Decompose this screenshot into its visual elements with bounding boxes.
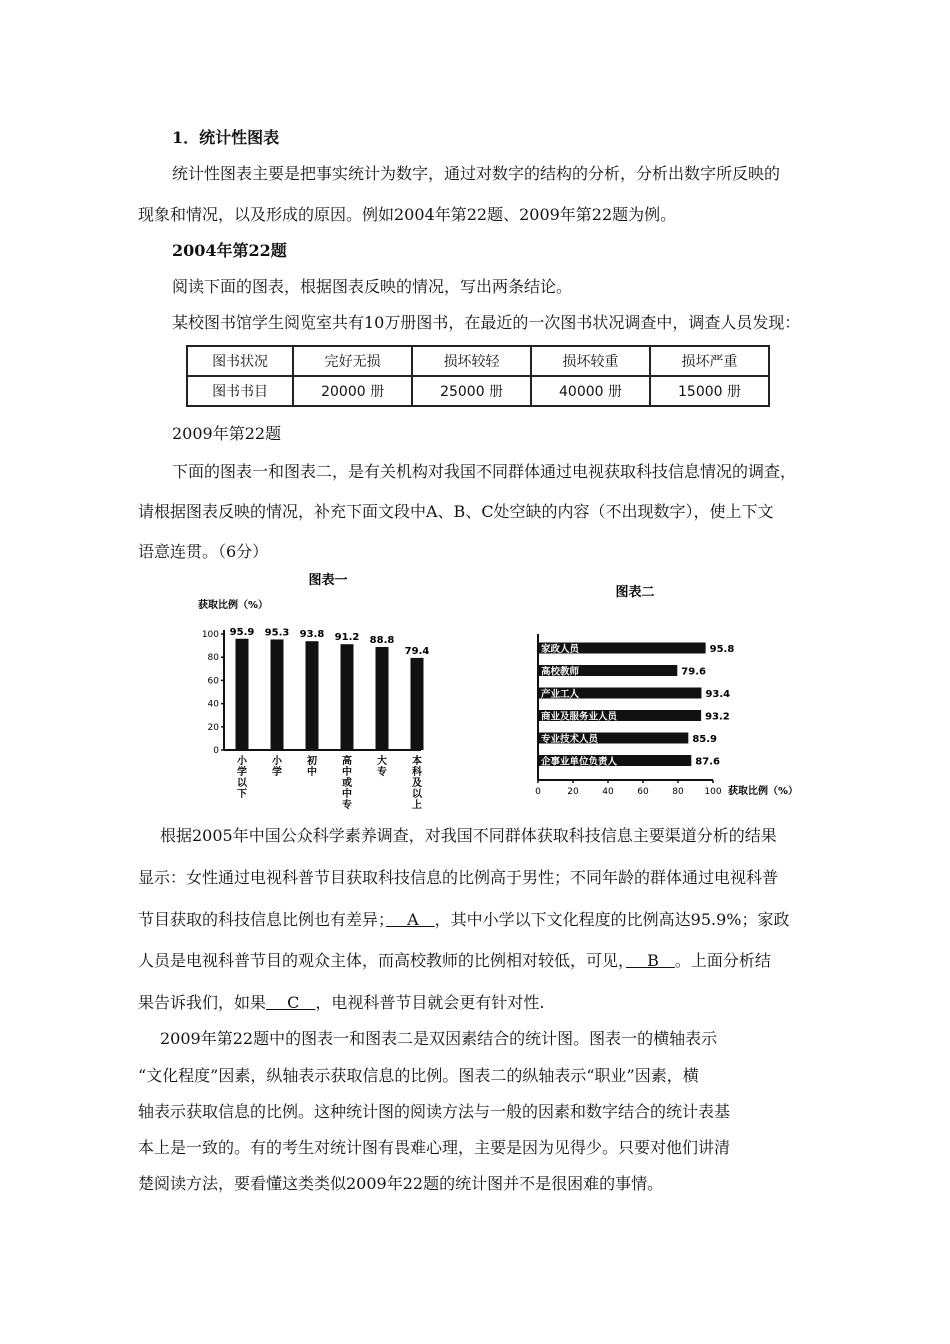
chart1-value-label: 88.8 [369, 634, 395, 646]
table-cell: 完好无损 [293, 346, 412, 376]
table-cell: 图书状况 [187, 346, 293, 376]
q2004-heading: 2004年第22题 [172, 241, 287, 260]
chart2-xtick-label: 40 [602, 787, 614, 797]
intro-line-2: 现象和情况，以及形成的原因。例如2004年第22题、2009年第22题为例。 [138, 205, 677, 224]
chart1-ytick-label: 0 [213, 746, 219, 756]
table-cell: 损坏较重 [531, 346, 650, 376]
chart1-value-label: 93.8 [299, 629, 325, 641]
chart2-title: 图表二 [615, 585, 655, 600]
q2004-context: 某校图书馆学生阅览室共有10万册图书，在最近的一次图书状况调查中，调查人员发现： [172, 313, 801, 332]
passage-line-4 [138, 951, 771, 971]
table-cell: 25000 册 [412, 376, 531, 406]
chart2-value-label: 93.4 [705, 689, 731, 700]
table-cell: 图书书目 [187, 376, 293, 406]
chart1-category-label: 高中或中专 [342, 756, 352, 811]
blank-a: A [386, 910, 435, 929]
chart2-category-label: 企事业单位负责人 [541, 756, 618, 768]
passage-text: 人员是电视科普节目的观众主体，而高校教师的比例相对较低，可见， [138, 951, 627, 970]
q2009-line-1: 下面的图表一和图表二，是有关机构对我国不同群体通过电视获取科技信息情况的调查， [172, 462, 797, 481]
chart1-value-label: 91.2 [334, 632, 360, 644]
table-cell: 40000 册 [531, 376, 650, 406]
chart2-value-label: 95.8 [709, 644, 735, 655]
chart1-category-label: 初中 [307, 756, 317, 778]
chart1-value-label: 95.9 [229, 626, 255, 638]
section-title: 1．统计性图表 [172, 128, 280, 147]
chart2-value-label: 87.6 [695, 756, 720, 768]
chart1-bar [376, 647, 389, 750]
chart1-bar [236, 639, 249, 750]
analysis-line-4: 本上是一致的。有的考生对统计图有畏难心理，主要是因为见得少。只要对他们讲清 [138, 1138, 731, 1157]
analysis-line-2: “文化程度”因素，纵轴表示获取信息的比例。图表二的纵轴表示“职业”因素，横 [138, 1066, 699, 1085]
chart2-xtick-label: 100 [704, 787, 722, 797]
chart1-category-label: 本科及以上 [412, 756, 422, 811]
analysis-line-1: 2009年第22题中的图表一和图表二是双因素结合的统计图。图表一的横轴表示 [160, 1029, 718, 1048]
passage-text: 。上面分析结 [674, 951, 771, 970]
chart1-category-label: 小学 [272, 756, 282, 778]
q2009-heading: 2009年第22题 [172, 424, 282, 443]
q2004-prompt: 阅读下面的图表，根据图表反映的情况，写出两条结论。 [172, 277, 573, 296]
chart1-ylabel: 获取比例（%） [198, 600, 269, 611]
passage-text: ，其中小学以下文化程度的比例高达95.9%；家政 [434, 910, 790, 929]
chart1-ytick-label: 60 [207, 676, 219, 687]
chart2-xtick-label: 0 [535, 787, 541, 797]
chart2-category-label: 高校教师 [541, 666, 580, 678]
passage-line-3 [138, 910, 790, 930]
chart1-bar [306, 641, 319, 750]
intro-line-1: 统计性图表主要是把事实统计为数字，通过对数字的结构的分析，分析出数字所反映的 [172, 164, 781, 183]
chart-2 [440, 572, 799, 812]
chart2-category-label: 产业工人 [541, 689, 580, 700]
passage-line-2: 显示：女性通过电视科普节目获取科技信息的比例高于男性；不同年龄的群体通过电视科普 [138, 868, 779, 887]
table-cell: 20000 册 [293, 376, 412, 406]
chart1-ytick-label: 100 [201, 630, 219, 640]
chart-1 [196, 570, 432, 818]
chart1-bar [341, 644, 354, 750]
chart1-value-label: 79.4 [404, 645, 430, 657]
chart2-xtick-label: 60 [637, 787, 649, 797]
chart1-category-label: 小学以下 [237, 756, 247, 800]
chart1-bar [271, 639, 284, 750]
table-row [187, 376, 769, 406]
chart2-category-label: 商业及服务业人员 [541, 711, 618, 723]
analysis-line-5: 楚阅读方法，要看懂这类类似2009年22题的统计图并不是很困难的事情。 [138, 1174, 664, 1193]
table-cell: 损坏严重 [650, 346, 769, 376]
book-status-table [186, 345, 770, 407]
passage-line-5 [138, 993, 544, 1013]
passage-text: 节目获取的科技信息比例也有差异； [138, 910, 387, 929]
table-cell: 损坏较轻 [412, 346, 531, 376]
blank-c: C [266, 993, 316, 1012]
passage-line-1: 根据2005年中国公众科学素养调查，对我国不同群体获取科技信息主要渠道分析的结果 [160, 826, 777, 845]
chart1-value-label: 95.3 [264, 627, 290, 639]
passage-text: ，电视科普节目就会更有针对性. [315, 993, 545, 1012]
chart1-title: 图表一 [308, 573, 348, 588]
chart2-value-label: 85.9 [692, 734, 718, 745]
table-cell: 15000 册 [650, 376, 769, 406]
chart2-category-label: 专业技术人员 [541, 734, 599, 745]
chart1-ytick-label: 80 [207, 653, 219, 664]
table-header-row [187, 346, 769, 376]
q2009-line-3: 语意连贯。（6分） [138, 542, 269, 561]
passage-text: 果告诉我们，如果 [138, 993, 267, 1012]
chart1-ytick-label: 40 [207, 699, 219, 710]
chart1-ytick-label: 20 [207, 722, 219, 733]
chart2-xlabel: 获取比例（%） [728, 786, 799, 797]
chart2-value-label: 93.2 [705, 711, 730, 723]
analysis-line-3: 轴表示获取信息的比例。这种统计图的阅读方法与一般的因素和数字结合的统计表基 [138, 1102, 731, 1121]
chart2-category-label: 家政人员 [541, 644, 580, 655]
q2009-line-2: 请根据图表反映的情况，补充下面文段中A、B、C处空缺的内容（不出现数字），使上下文 [138, 502, 774, 521]
chart2-xtick-label: 80 [672, 787, 684, 797]
chart2-xtick-label: 20 [567, 787, 579, 797]
blank-b: B [626, 951, 675, 970]
chart1-category-label: 大专 [377, 756, 387, 778]
chart1-bar [411, 658, 424, 750]
chart2-value-label: 79.6 [681, 666, 706, 678]
